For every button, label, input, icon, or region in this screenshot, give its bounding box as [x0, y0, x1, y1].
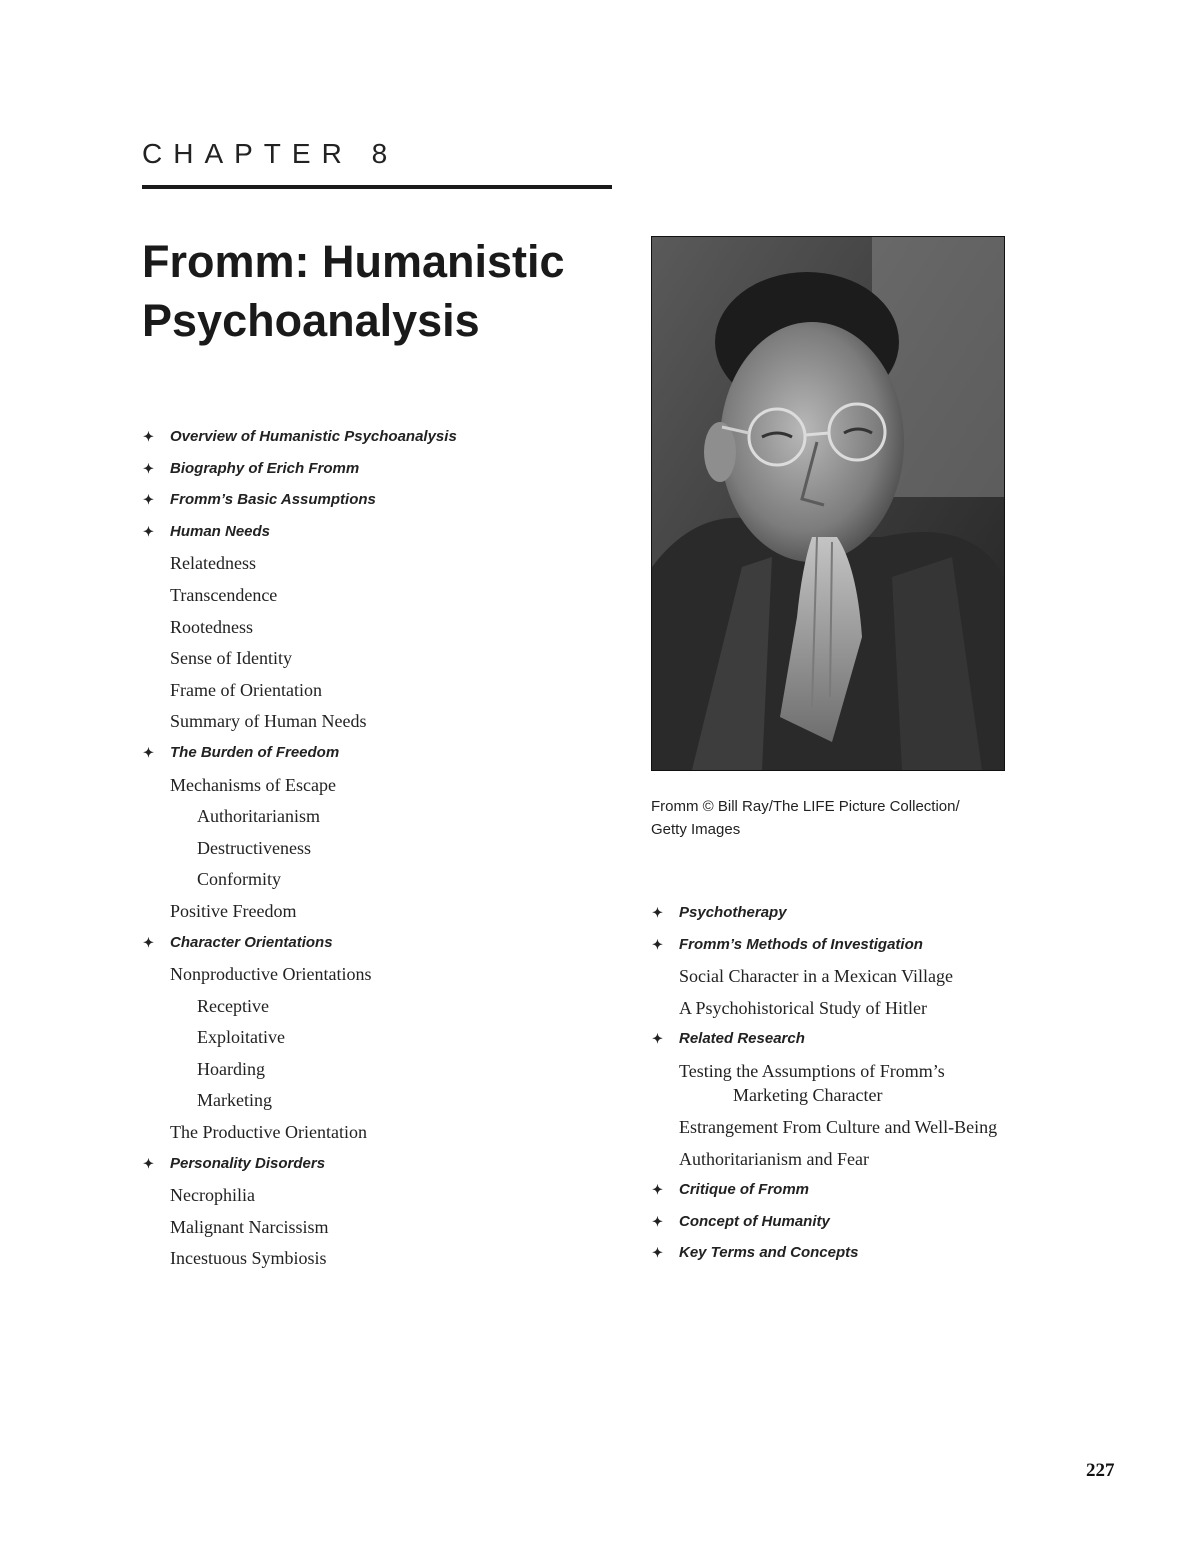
- outline-item-text: A Psychohistorical Study of Hitler: [679, 997, 927, 1018]
- outline-item-text: Overview of Humanistic Psychoanalysis: [170, 428, 457, 445]
- outline-item: [143, 1183, 613, 1215]
- outline-item: [143, 520, 613, 552]
- outline-item: [143, 425, 613, 457]
- outline-item-text: Character Orientations: [170, 933, 333, 951]
- outline-item: [143, 1057, 613, 1089]
- four-point-star-icon: ✦: [652, 1031, 663, 1047]
- outline-item: [143, 899, 613, 931]
- outline-item-text: Fromm’s Basic Assumptions: [170, 491, 376, 509]
- outline-item: [143, 646, 613, 678]
- outline-item: [143, 1215, 613, 1247]
- outline-item: [652, 1178, 1072, 1210]
- outline-item: [143, 488, 613, 520]
- photo-caption-line-1: Fromm © Bill Ray/The LIFE Picture Collection/: [651, 798, 960, 815]
- outline-item: [143, 962, 613, 994]
- outline-item: [143, 804, 613, 836]
- outline-item-text: Destructiveness: [197, 837, 311, 858]
- outline-item: [143, 583, 613, 615]
- outline-item: [652, 1115, 1072, 1147]
- four-point-star-icon: ✦: [652, 1213, 663, 1229]
- outline-item-text: Psychotherapy: [679, 904, 787, 921]
- outline-item: [652, 1241, 1072, 1273]
- outline-item-continuation: Marketing Character: [733, 1084, 883, 1105]
- outline-item-text: The Productive Orientation: [170, 1122, 367, 1143]
- page-title: [142, 232, 612, 350]
- outline-item-text: Estrangement From Culture and Well-Being: [679, 1116, 998, 1137]
- outline-item-text: Positive Freedom: [170, 900, 297, 921]
- outline-item-text: The Burden of Freedom: [170, 743, 340, 761]
- page-number: 227: [1086, 1460, 1115, 1481]
- chapter-outline-right: [652, 901, 1072, 1273]
- outline-item: [143, 741, 613, 773]
- outline-item: [143, 1025, 613, 1057]
- outline-item-text: Receptive: [197, 995, 269, 1016]
- outline-item: [143, 1152, 613, 1184]
- outline-item-text: Frame of Orientation: [170, 679, 322, 700]
- outline-item-text: Marketing: [197, 1090, 272, 1111]
- four-point-star-icon: ✦: [143, 492, 154, 508]
- outline-item: [143, 836, 613, 868]
- outline-item-text: Necrophilia: [170, 1185, 255, 1206]
- outline-item-text: Social Character in a Mexican Village: [679, 966, 953, 987]
- outline-item: [143, 994, 613, 1026]
- outline-item: [143, 1120, 613, 1152]
- chapter-rule: [142, 185, 612, 189]
- outline-item-text: Conformity: [197, 869, 281, 890]
- outline-item-text: Authoritarianism: [197, 806, 320, 827]
- outline-item-text: Human Needs: [170, 522, 271, 540]
- outline-item: [143, 1088, 613, 1120]
- outline-item: [143, 678, 613, 710]
- four-point-star-icon: ✦: [143, 429, 154, 444]
- outline-item: [143, 931, 613, 963]
- four-point-star-icon: ✦: [143, 523, 154, 539]
- outline-item: [143, 1246, 613, 1278]
- outline-item-text: Nonproductive Orientations: [170, 964, 372, 985]
- four-point-star-icon: ✦: [652, 936, 663, 952]
- outline-item-text: Mechanisms of Escape: [170, 774, 336, 795]
- four-point-star-icon: ✦: [143, 460, 154, 476]
- outline-item: [652, 1210, 1072, 1242]
- outline-item-text: Key Terms and Concepts: [679, 1244, 859, 1262]
- page-title-line-1: Fromm: Humanistic: [142, 236, 565, 287]
- four-point-star-icon: ✦: [652, 905, 663, 920]
- outline-item: [143, 457, 613, 489]
- four-point-star-icon: ✦: [143, 1155, 154, 1171]
- chapter-outline-left: [143, 425, 613, 1278]
- outline-item: [652, 1147, 1072, 1179]
- outline-item-text: Concept of Humanity: [679, 1212, 830, 1230]
- outline-item-text: Summary of Human Needs: [170, 711, 367, 732]
- outline-item: [143, 551, 613, 583]
- outline-item-text: Transcendence: [170, 584, 278, 605]
- outline-item-text: Personality Disorders: [170, 1154, 326, 1172]
- outline-item-text: Relatedness: [170, 553, 256, 574]
- outline-item: [652, 1027, 1072, 1059]
- four-point-star-icon: ✦: [143, 744, 154, 760]
- outline-item-text: Incestuous Symbiosis: [170, 1248, 327, 1269]
- chapter-label: CHAPTER 8: [142, 138, 399, 169]
- photo-caption: [651, 795, 1031, 841]
- outline-item: [143, 709, 613, 741]
- outline-item-text: Exploitative: [197, 1027, 285, 1048]
- outline-item: [652, 901, 1072, 933]
- outline-item-text: Fromm’s Methods of Investigation: [679, 935, 923, 953]
- outline-item: [652, 964, 1072, 996]
- outline-item-text: Biography of Erich Fromm: [170, 459, 360, 477]
- four-point-star-icon: ✦: [652, 1245, 663, 1261]
- outline-item-text: Malignant Narcissism: [170, 1216, 329, 1237]
- photo-caption-line-2: Getty Images: [651, 821, 741, 838]
- outline-item: [143, 615, 613, 647]
- outline-item: [143, 867, 613, 899]
- outline-item: [652, 933, 1072, 965]
- outline-item-text: Authoritarianism and Fear: [679, 1148, 869, 1169]
- outline-item-text: Related Research: [679, 1030, 805, 1048]
- author-photo: [651, 236, 1005, 771]
- outline-item-text: Hoarding: [197, 1058, 265, 1079]
- outline-item: [652, 1059, 1072, 1115]
- outline-item-text: Critique of Fromm: [679, 1181, 809, 1199]
- four-point-star-icon: ✦: [143, 934, 154, 950]
- outline-item-text: Rootedness: [170, 616, 253, 637]
- outline-item-text: Sense of Identity: [170, 648, 292, 669]
- outline-item: [143, 773, 613, 805]
- four-point-star-icon: ✦: [652, 1182, 663, 1198]
- outline-item: [652, 996, 1072, 1028]
- page-title-line-2: Psychoanalysis: [142, 295, 480, 346]
- outline-item-text: Testing the Assumptions of Fromm’s: [679, 1060, 945, 1081]
